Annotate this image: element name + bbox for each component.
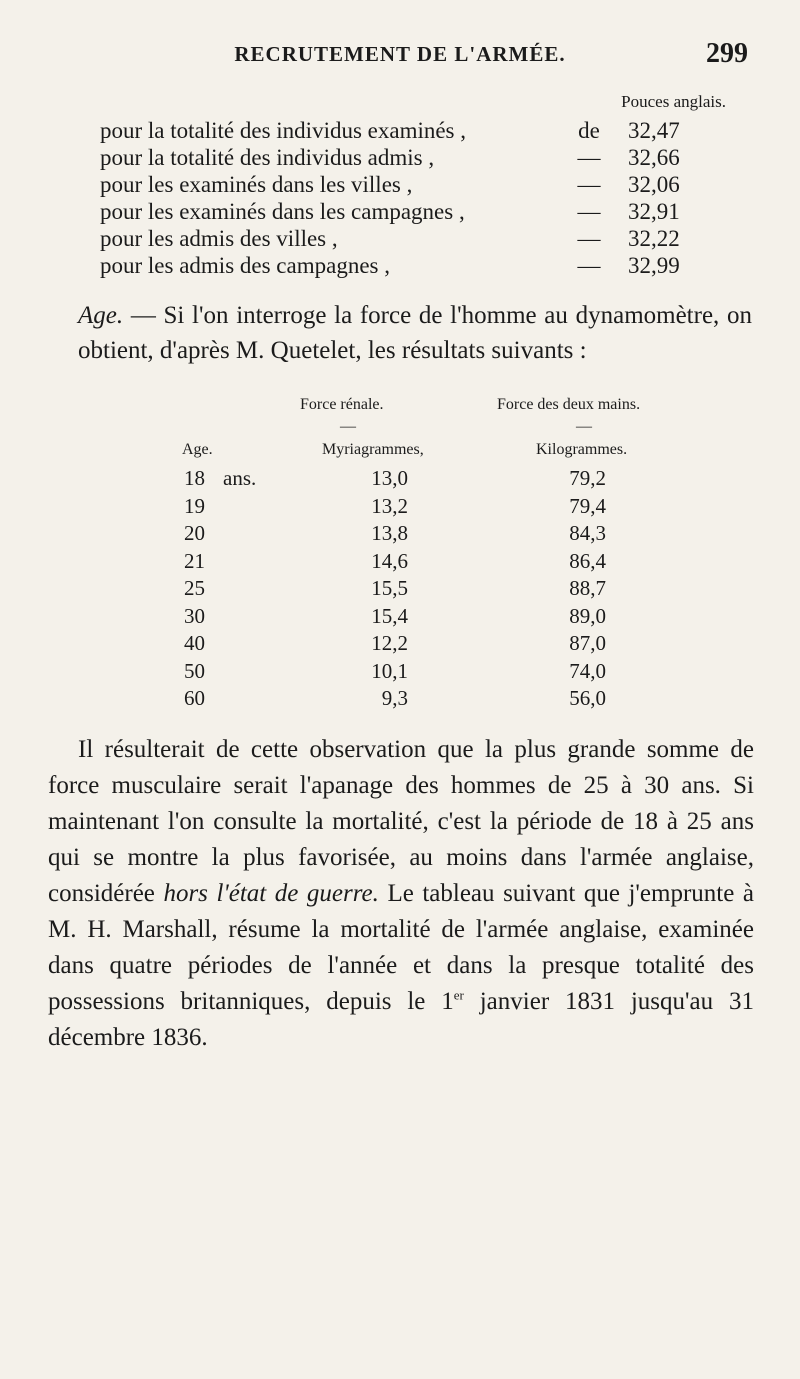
col-header-age: Age. [182, 441, 213, 458]
age-cell: 19 [184, 493, 205, 518]
force-renale-cell: 14,6 [371, 548, 408, 573]
age-cell: 30 [184, 603, 205, 628]
measurement-row [100, 117, 720, 144]
age-cell: 25 [184, 576, 205, 600]
measurement-value: 32,22 [628, 226, 680, 251]
force-mains-cell: 84,3 [569, 521, 606, 545]
measurement-row [100, 252, 720, 279]
force-mains-cell: 56,0 [569, 686, 606, 710]
mortality-italic: hors l'état de guerre. [163, 880, 379, 907]
measurement-row [100, 144, 720, 171]
measurement-label: pour la totalité des individus admis , [100, 145, 435, 170]
age-lead: Age. [78, 302, 124, 329]
force-mains-cell: 88,7 [569, 576, 606, 600]
measurement-list [100, 117, 720, 279]
measurement-value: 32,99 [628, 253, 680, 278]
force-renale-cell: 13,0 [371, 466, 408, 490]
force-renale-cell: 15,4 [371, 603, 408, 628]
force-renale-cell: 15,5 [371, 576, 408, 600]
force-renale-cell: 13,8 [371, 521, 408, 545]
mortality-text-1: Il résulterait de cette observation que la plus grande somme de force musculaire serait l'apanage des hommes de 25 à 30 ans. Si maintenant l'on consulte la mortalité, c'est la période de 18 à 25 ans qui se montre la plus favorisée, au moins dans l'armée anglaise, considérée [48, 736, 754, 907]
measurement-value: 32,91 [628, 199, 680, 224]
age-paragraph [78, 298, 752, 368]
dynamometer-table [0, 465, 800, 713]
force-renale-cell: 12,2 [371, 631, 408, 655]
force-renale-cell: 9,3 [381, 686, 408, 710]
table-row [0, 520, 800, 548]
measurement-prefix: — [577, 253, 601, 278]
measurement-label: pour les examinés dans les campagnes , [100, 199, 465, 224]
mortality-paragraph [48, 732, 754, 1056]
table-row [0, 630, 800, 658]
mortality-text-2: Le tableau suivant que j'emprunte à M. H. Marshall, résume la mortalité de l'armée anglaise, examinée dans quatre périodes de l'année et dans la presque totalité des possessions britanniques, depuis le 1 [48, 880, 754, 1015]
force-mains-cell: 87,0 [569, 631, 606, 655]
measurement-label: pour les examinés dans les villes , [100, 172, 413, 197]
table-row [0, 548, 800, 576]
mortality-superscript: er [453, 987, 464, 1003]
measurement-prefix: de [578, 118, 600, 143]
running-header [0, 38, 800, 82]
force-mains-cell: 89,0 [569, 603, 606, 628]
col-header-force-renale: Force rénale. [300, 396, 384, 413]
col-dash-renale: — [340, 418, 356, 435]
measurement-prefix: — [577, 172, 601, 197]
force-renale-cell: 10,1 [371, 658, 408, 683]
measurement-label: pour les admis des campagnes , [100, 253, 390, 278]
measurement-prefix: — [577, 145, 601, 170]
table-row [0, 575, 800, 603]
table-row [0, 465, 800, 493]
measurement-value: 32,47 [628, 118, 680, 143]
col-unit-kilogrammes: Kilogrammes. [536, 441, 628, 458]
measurement-row [100, 225, 720, 252]
measurement-value: 32,66 [628, 145, 680, 170]
measurement-value: 32,06 [628, 172, 680, 197]
page-number: 299 [706, 38, 748, 69]
mortality-paragraph-body [48, 732, 754, 1056]
force-mains-cell: 79,4 [569, 493, 606, 518]
force-mains-cell: 86,4 [569, 548, 606, 573]
table-row [0, 493, 800, 521]
col-dash-mains: — [576, 418, 592, 435]
unit-label: Pouces anglais. [621, 92, 726, 111]
force-renale-cell: 13,2 [371, 493, 408, 518]
age-cell: 40 [184, 631, 205, 655]
measurement-label: pour la totalité des individus examinés , [100, 118, 467, 143]
measurement-prefix: — [577, 199, 601, 224]
measurement-row [100, 198, 720, 225]
age-cell: 20 [184, 521, 205, 545]
table-row [0, 658, 800, 686]
running-title: RECRUTEMENT DE L'ARMÉE. [234, 42, 566, 66]
measurement-prefix: — [577, 226, 601, 251]
table-row [0, 603, 800, 631]
force-mains-cell: 74,0 [569, 658, 606, 683]
age-cell: 18 [184, 466, 205, 490]
measurement-label: pour les admis des villes , [100, 226, 338, 251]
table-row [0, 685, 800, 713]
force-mains-cell: 79,2 [569, 466, 606, 490]
age-paragraph-text: — Si l'on interroge la force de l'homme au dynamomètre, on obtient, d'après M. Quetelet, les résultats suivants : [78, 302, 752, 364]
col-header-force-mains: Force des deux mains. [497, 396, 641, 413]
age-cell: 60 [184, 686, 205, 710]
mortality-text-3: janvier 1831 jusqu'au 31 décembre 1836. [48, 988, 754, 1051]
col-unit-myriagrammes: Myriagrammes, [322, 441, 424, 458]
age-suffix: ans. [223, 466, 257, 490]
age-cell: 21 [184, 548, 205, 573]
measurement-row [100, 171, 720, 198]
age-cell: 50 [184, 658, 205, 683]
